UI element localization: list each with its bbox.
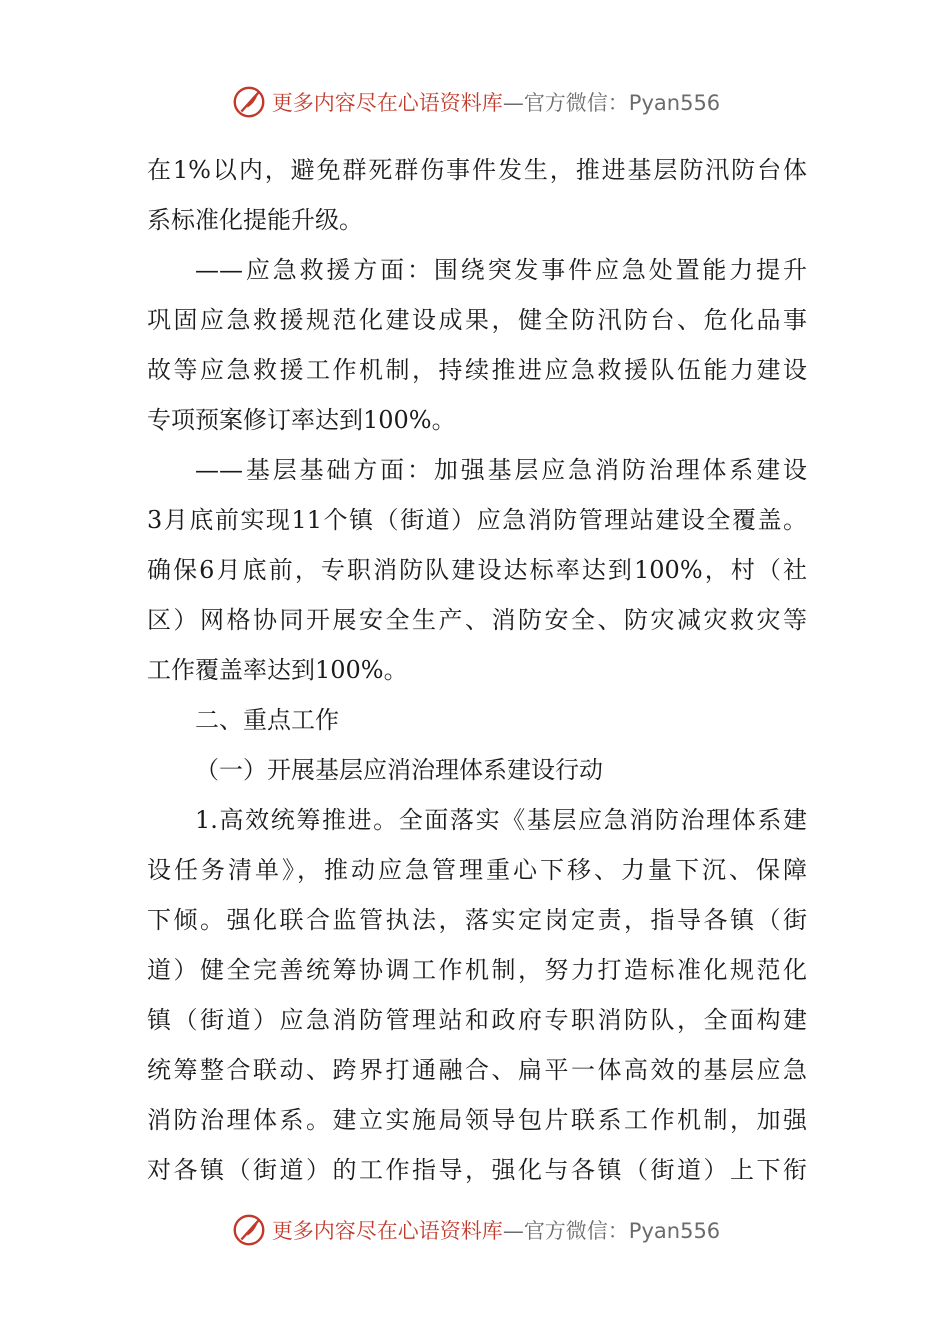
text-line: （一）开展基层应消治理体系建设行动 — [195, 756, 603, 784]
text-line: 对各镇（街道）的工作指导，强化与各镇（街道）上下衔 — [147, 1156, 807, 1184]
text-line: 道）健全完善统筹协调工作机制，努力打造标准化规范化 — [147, 956, 807, 984]
document-body — [147, 145, 807, 1195]
text-line: 在1%以内，避免群死群伤事件发生，推进基层防汛防台体 — [147, 156, 807, 184]
text-line: 3月底前实现11个镇（街道）应急消防管理站建设全覆盖。 — [147, 506, 807, 534]
text-line: 消防治理体系。建立实施局领导包片联系工作机制，加强 — [147, 1106, 807, 1134]
text-line: 故等应急救援工作机制，持续推进应急救援队伍能力建设 — [147, 356, 807, 384]
text-line: 工作覆盖率达到100%。 — [147, 656, 408, 684]
text-line: 确保6月底前，专职消防队建设达标率达到100%，村（社 — [147, 556, 807, 584]
text-line: ——应急救援方面：围绕突发事件应急处置能力提升 — [195, 256, 807, 284]
text-line: 巩固应急救援规范化建设成果，健全防汛防台、危化品事 — [147, 306, 807, 334]
header-watermark — [0, 80, 950, 124]
text-line: 区）网格协同开展安全生产、消防安全、防灾减灾救灾等 — [147, 606, 807, 634]
text-line: 统筹整合联动、跨界打通融合、扁平一体高效的基层应急 — [147, 1056, 807, 1084]
footer-watermark — [0, 1208, 950, 1252]
text-line: 设任务清单》，推动应急管理重心下移、力量下沉、保障 — [147, 856, 807, 884]
text-line: 专项预案修订率达到100%。 — [147, 406, 456, 434]
text-line: 1.高效统筹推进。全面落实《基层应急消防治理体系建 — [195, 806, 807, 834]
text-line: 下倾。强化联合监管执法，落实定岗定责，指导各镇（街 — [147, 906, 807, 934]
quill-logo-icon — [230, 1211, 268, 1249]
watermark-contact-text: —官方微信：Pyan556 — [502, 91, 721, 115]
text-line: 二、重点工作 — [195, 706, 339, 734]
watermark-brand-text: 更多内容尽在心语资料库 — [271, 91, 503, 115]
text-line: 镇（街道）应急消防管理站和政府专职消防队，全面构建 — [147, 1006, 807, 1034]
text-line: ——基层基础方面：加强基层应急消防治理体系建设 — [195, 456, 807, 484]
watermark-contact-text: —官方微信：Pyan556 — [502, 1219, 721, 1243]
quill-logo-icon — [230, 83, 268, 121]
text-line: 系标准化提能升级。 — [147, 206, 363, 234]
watermark-brand-text: 更多内容尽在心语资料库 — [271, 1219, 503, 1243]
